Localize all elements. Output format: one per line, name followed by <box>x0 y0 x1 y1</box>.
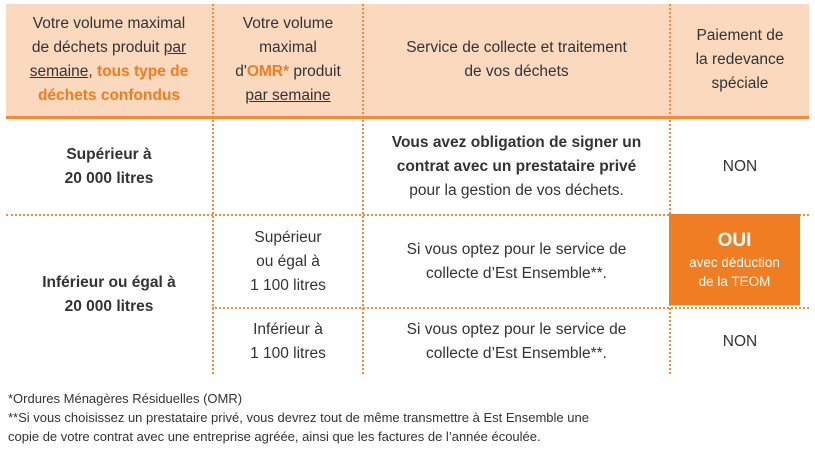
service-cell-superieur-1100 <box>364 216 669 307</box>
header-text: Votre volume maximal <box>32 15 186 32</box>
row-label-superieur <box>6 119 212 214</box>
row-label-text: 20 000 litres <box>64 169 154 187</box>
header-text: d' <box>235 63 247 80</box>
header-volume-total <box>6 4 212 116</box>
service-text: pour la gestion de vos déchets. <box>409 181 624 199</box>
header-service <box>364 4 669 116</box>
header-text-underlined: semaine <box>29 63 89 80</box>
payment-oui-title: OUI <box>717 229 752 251</box>
footnotes <box>8 389 808 446</box>
payment-status-text: NON <box>722 157 758 175</box>
payment-cell-superieur <box>671 119 809 214</box>
header-text: Paiement de <box>696 27 784 44</box>
service-text: Si vous optez pour le service de <box>406 320 627 338</box>
service-text-bold: contrat avec un prestataire privé <box>396 157 637 175</box>
footnote-omr: *Ordures Ménagères Résiduelles (OMR) <box>8 391 243 406</box>
header-text: maximal <box>259 39 317 56</box>
payment-status-text: NON <box>722 332 758 350</box>
footnote-prestataire: copie de votre contrat avec une entreprise agréée, ainsi que les factures de l’année écoulée. <box>8 429 541 444</box>
header-text: de déchets produit <box>31 39 164 56</box>
payment-oui-badge <box>669 214 800 305</box>
service-text: collecte d’Est Ensemble**. <box>426 264 607 282</box>
omr-text: Inférieur à <box>253 320 323 338</box>
header-text: Votre volume <box>242 15 334 32</box>
header-text-highlight: tous type de <box>96 63 189 80</box>
payment-oui-detail: de la TEOM <box>698 273 771 289</box>
service-cell-superieur <box>364 119 669 214</box>
service-text-bold: Vous avez obligation de signer un <box>391 133 642 151</box>
header-text-underlined: par semaine <box>245 87 331 104</box>
payment-oui-detail: avec déduction <box>689 254 780 270</box>
row-label-text: Inférieur ou égal à <box>42 274 176 291</box>
service-text: Si vous optez pour le service de <box>406 240 627 258</box>
row-label-text: 20 000 litres <box>64 298 154 315</box>
omr-text: Supérieur <box>254 228 322 246</box>
header-text: produit <box>289 63 341 80</box>
omr-cell-inferieur-1100 <box>214 309 362 374</box>
header-text: la redevance <box>695 51 785 68</box>
header-text-highlight: OMR* <box>246 63 290 80</box>
omr-cell-superieur-1100 <box>214 216 362 307</box>
payment-cell-inferieur-1100 <box>671 309 809 374</box>
footnote-prestataire: **Si vous choisissez un prestataire privé, vous devrez tout de même transmettre à Est Ensemble une <box>8 410 589 425</box>
service-cell-inferieur-1100 <box>364 309 669 374</box>
header-text: spéciale <box>711 75 769 92</box>
omr-text: ou égal à <box>256 252 320 270</box>
header-text: Service de collecte et traitement <box>406 39 627 56</box>
header-volume-omr <box>214 4 362 116</box>
header-text-underlined: par <box>163 39 187 56</box>
row-label-text: Supérieur à <box>66 145 152 163</box>
omr-text: 1 100 litres <box>250 276 326 294</box>
row-label-inferieur <box>6 216 212 374</box>
header-text: , <box>88 63 97 80</box>
header-text-highlight: déchets confondus <box>37 87 181 104</box>
waste-table <box>6 4 809 374</box>
header-payment <box>671 4 809 116</box>
header-text: de vos déchets <box>464 63 569 80</box>
omr-text: 1 100 litres <box>250 344 326 362</box>
service-text: collecte d’Est Ensemble**. <box>426 344 607 362</box>
